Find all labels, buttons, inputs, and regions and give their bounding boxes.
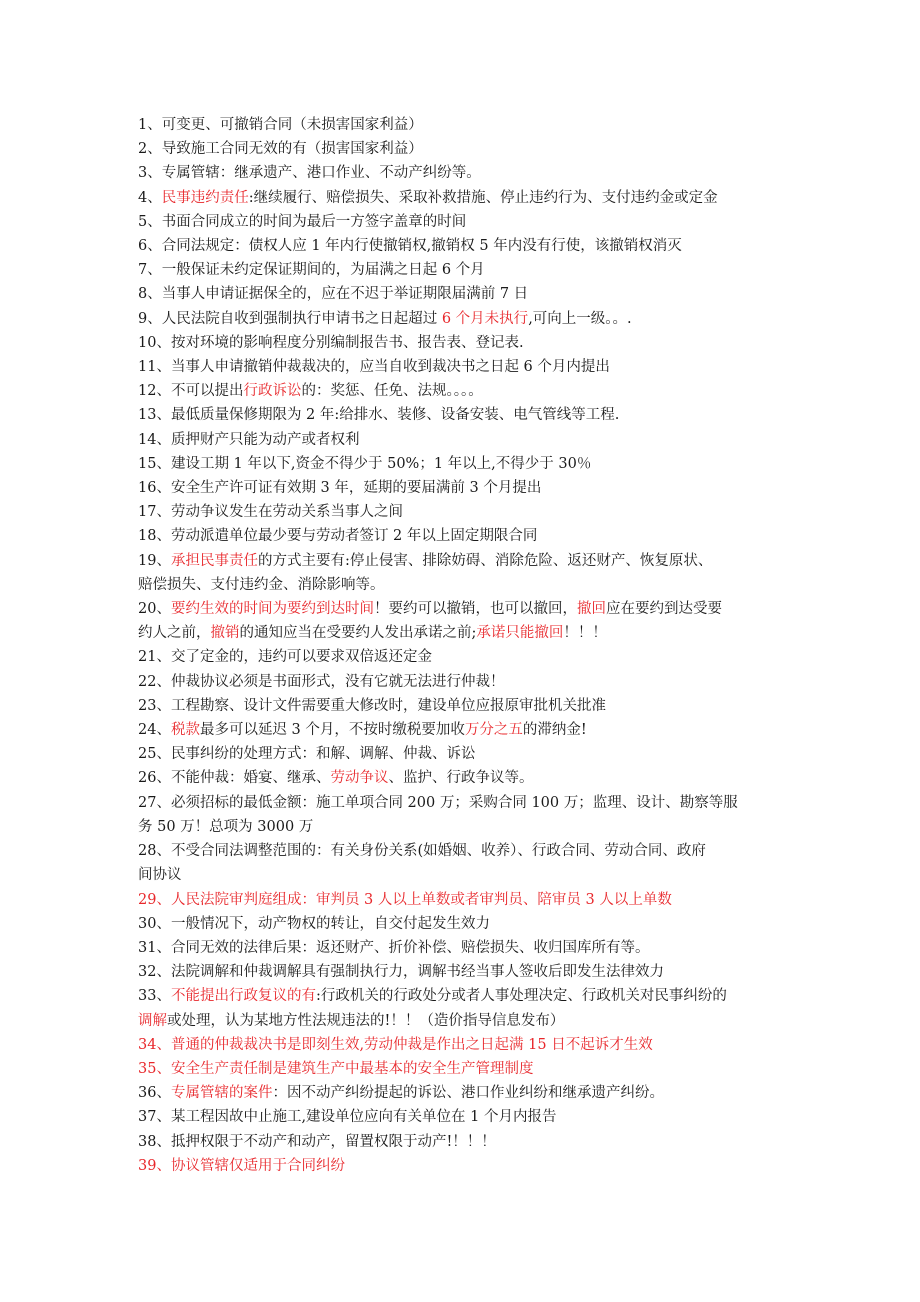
text-segment: 赔偿损失、支付违约金、消除影响等。 bbox=[138, 576, 385, 593]
highlighted-text: 要约生效的时间为要约到达时间 bbox=[170, 601, 374, 618]
highlighted-text: 撤回 bbox=[576, 601, 606, 618]
text-line bbox=[138, 355, 788, 379]
text-line bbox=[138, 1130, 788, 1154]
text-line bbox=[138, 766, 788, 790]
highlighted-text: 税款 bbox=[170, 722, 200, 739]
text-line bbox=[138, 549, 788, 573]
text-segment: 应在要约到达受要 bbox=[605, 601, 722, 618]
text-line bbox=[138, 742, 788, 766]
text-segment: 24、 bbox=[138, 722, 171, 739]
text-segment: 18、劳动派遣单位最少要与劳动者签订 2 年以上固定期限合同 bbox=[138, 528, 538, 545]
text-line bbox=[138, 621, 788, 645]
text-segment: 28、不受合同法调整范围的：有关身份关系(如婚姻、收养）、行政合同、劳动合同、政府 bbox=[138, 843, 706, 860]
text-segment: 12、不可以提出 bbox=[138, 383, 244, 400]
text-segment: 31、合同无效的法律后果：返还财产、折价补偿、赔偿损失、收归国库所有等。 bbox=[138, 939, 650, 956]
text-segment: ,可向上一级。。. bbox=[528, 310, 632, 327]
text-line bbox=[138, 839, 788, 863]
highlighted-text: 34、普通的仲裁裁决书是即刻生效,劳动仲裁是作出之日起满 15 日不起诉才生效 bbox=[138, 1036, 653, 1053]
text-segment: ！！！ bbox=[563, 625, 607, 642]
text-line bbox=[138, 960, 788, 984]
text-line bbox=[138, 428, 788, 452]
text-segment: 36、 bbox=[138, 1085, 171, 1102]
text-segment: 务 50 万！总项为 3000 万 bbox=[138, 818, 314, 835]
text-segment: 26、不能仲裁：婚宴、继承、 bbox=[138, 770, 331, 787]
text-segment: :继续履行、赔偿损失、采取补救措施、停止违约行为、支付违约金或定金 bbox=[248, 189, 718, 206]
text-segment: 或处理，认为某地方性法规违法的!！！（造价指导信息发布） bbox=[167, 1012, 565, 1029]
text-segment: 20、 bbox=[138, 601, 171, 618]
text-line bbox=[138, 137, 788, 161]
text-segment: ：因不动产纠纷提起的诉讼、港口作业纠纷和继承遗产纠纷。 bbox=[272, 1085, 664, 1102]
text-line bbox=[138, 1057, 788, 1081]
text-segment: 4、 bbox=[138, 189, 162, 206]
text-segment: 6、合同法规定：债权人应 1 年内行使撤销权,撤销权 5 年内没有行使，该撤销权消灭 bbox=[138, 238, 682, 255]
text-line bbox=[138, 379, 788, 403]
highlighted-text: 调解 bbox=[138, 1012, 167, 1029]
highlighted-text: 29、人民法院审判庭组成：审判员 3 人以上单数或者审判员、陪审员 3 人以上单数 bbox=[138, 891, 672, 908]
text-line bbox=[138, 476, 788, 500]
text-segment: 17、劳动争议发生在劳动关系当事人之间 bbox=[138, 504, 403, 521]
text-line bbox=[138, 1033, 788, 1057]
text-line bbox=[138, 1154, 788, 1178]
text-line bbox=[138, 234, 788, 258]
text-line bbox=[138, 863, 788, 887]
text-line bbox=[138, 524, 788, 548]
text-segment: 38、抵押权限于不动产和动产，留置权限于动产!！！！ bbox=[138, 1133, 496, 1150]
text-segment: 11、当事人申请撤销仲裁裁决的，应当自收到裁决书之日起 6 个月内提出 bbox=[138, 359, 610, 376]
highlighted-text: 不能提出行政复议的有 bbox=[170, 988, 316, 1005]
text-segment: 23、工程勘察、设计文件需要重大修改时，建设单位应报原审批机关批准 bbox=[138, 697, 606, 714]
text-line bbox=[138, 210, 788, 234]
highlighted-text: 民事违约责任 bbox=[161, 189, 249, 206]
text-segment: 最多可以延迟 3 个月，不按时缴税要加收 bbox=[199, 722, 465, 739]
text-line bbox=[138, 161, 788, 185]
text-line bbox=[138, 936, 788, 960]
text-line bbox=[138, 718, 788, 742]
document-body bbox=[138, 113, 788, 1178]
text-segment: 30、一般情况下，动产物权的转让，自交付起发生效力 bbox=[138, 915, 490, 932]
text-segment: 14、质押财产只能为动产或者权利 bbox=[138, 431, 360, 448]
text-segment: 2、导致施工合同无效的有（损害国家利益） bbox=[138, 141, 423, 158]
text-line bbox=[138, 186, 788, 210]
text-line bbox=[138, 597, 788, 621]
text-segment: :行政机关的行政处分或者人事处理决定、行政机关对民事纠纷的 bbox=[315, 988, 727, 1005]
text-segment: 33、 bbox=[138, 988, 171, 1005]
text-segment: 5、书面合同成立的时间为最后一方签字盖章的时间 bbox=[138, 213, 467, 230]
text-segment: 21、交了定金的，违约可以要求双倍返还定金 bbox=[138, 649, 432, 666]
text-segment: 7、一般保证未约定保证期间的，为届满之日起 6 个月 bbox=[138, 262, 485, 279]
text-segment: 32、法院调解和仲裁调解具有强制执行力，调解书经当事人签收后即发生法律效力 bbox=[138, 964, 664, 981]
text-segment: 的：奖惩、任免、法规。。。。 bbox=[301, 383, 483, 400]
text-segment: 的方式主要有:停止侵害、排除妨碍、消除危险、返还财产、恢复原状、 bbox=[257, 552, 713, 569]
highlighted-text: 39、协议管辖仅适用于合同纠纷 bbox=[138, 1157, 345, 1174]
text-line bbox=[138, 282, 788, 306]
text-segment: 16、安全生产许可证有效期 3 年，延期的要届满前 3 个月提出 bbox=[138, 480, 542, 497]
text-segment: 27、必须招标的最低金额：施工单项合同 200 万；采购合同 100 万；监理、设计、勘察等服 bbox=[138, 794, 738, 811]
highlighted-text: 35、安全生产责任制是建筑生产中最基本的安全生产管理制度 bbox=[138, 1060, 534, 1077]
text-line bbox=[138, 403, 788, 427]
text-line bbox=[138, 670, 788, 694]
text-segment: 3、专属管辖：继承遗产、港口作业、不动产纠纷等。 bbox=[138, 165, 481, 182]
highlighted-text: 万分之五 bbox=[464, 722, 523, 739]
text-line bbox=[138, 645, 788, 669]
text-line bbox=[138, 1009, 788, 1033]
text-segment: 15、建设工期 1 年以下,资金不得少于 50%；1 年以上,不得少于 30％ bbox=[138, 455, 592, 472]
text-line bbox=[138, 984, 788, 1008]
text-line bbox=[138, 573, 788, 597]
text-line bbox=[138, 912, 788, 936]
text-line bbox=[138, 307, 788, 331]
text-segment: 9、人民法院自收到强制执行申请书之日起超过 bbox=[138, 310, 442, 327]
text-line bbox=[138, 331, 788, 355]
text-line bbox=[138, 258, 788, 282]
text-segment: 的通知应当在受要约人发出承诺之前; bbox=[239, 625, 477, 642]
highlighted-text: 承诺只能撤回 bbox=[476, 625, 564, 642]
text-segment: 37、某工程因故中止施工,建设单位应向有关单位在 1 个月内报告 bbox=[138, 1109, 557, 1126]
text-segment: 8、当事人申请证据保全的，应在不迟于举证期限届满前 7 日 bbox=[138, 286, 529, 303]
text-line bbox=[138, 888, 788, 912]
text-segment: 间协议 bbox=[138, 867, 182, 884]
text-line bbox=[138, 500, 788, 524]
text-segment: 1、可变更、可撤销合同（未损害国家利益） bbox=[138, 117, 423, 133]
text-line bbox=[138, 1081, 788, 1105]
highlighted-text: 行政诉讼 bbox=[243, 383, 302, 400]
text-segment: 约人之前， bbox=[138, 625, 211, 642]
text-line bbox=[138, 452, 788, 476]
text-segment: 13、最低质量保修期限为 2 年:给排水、装修、设备安装、电气管线等工程. bbox=[138, 407, 620, 424]
text-line bbox=[138, 1105, 788, 1129]
text-segment: 22、仲裁协议必须是书面形式，没有它就无法进行仲裁！ bbox=[138, 673, 505, 690]
text-segment: 、监护、行政争议等。 bbox=[388, 770, 534, 787]
highlighted-text: 承担民事责任 bbox=[170, 552, 258, 569]
text-segment: 19、 bbox=[138, 552, 171, 569]
text-segment: 25、民事纠纷的处理方式：和解、调解、仲裁、诉讼 bbox=[138, 746, 476, 763]
highlighted-text: 6 个月未执行 bbox=[441, 310, 529, 327]
text-segment: 10、按对环境的影响程度分别编制报告书、报告表、登记表. bbox=[138, 334, 524, 351]
highlighted-text: 劳动争议 bbox=[330, 770, 389, 787]
text-line bbox=[138, 815, 788, 839]
text-line bbox=[138, 694, 788, 718]
text-segment: ！要约可以撤销，也可以撤回， bbox=[373, 601, 577, 618]
text-segment: 的滞纳金! bbox=[522, 722, 587, 739]
highlighted-text: 撤销 bbox=[210, 625, 240, 642]
highlighted-text: 专属管辖的案件 bbox=[170, 1085, 273, 1102]
text-line bbox=[138, 113, 788, 137]
text-line bbox=[138, 791, 788, 815]
